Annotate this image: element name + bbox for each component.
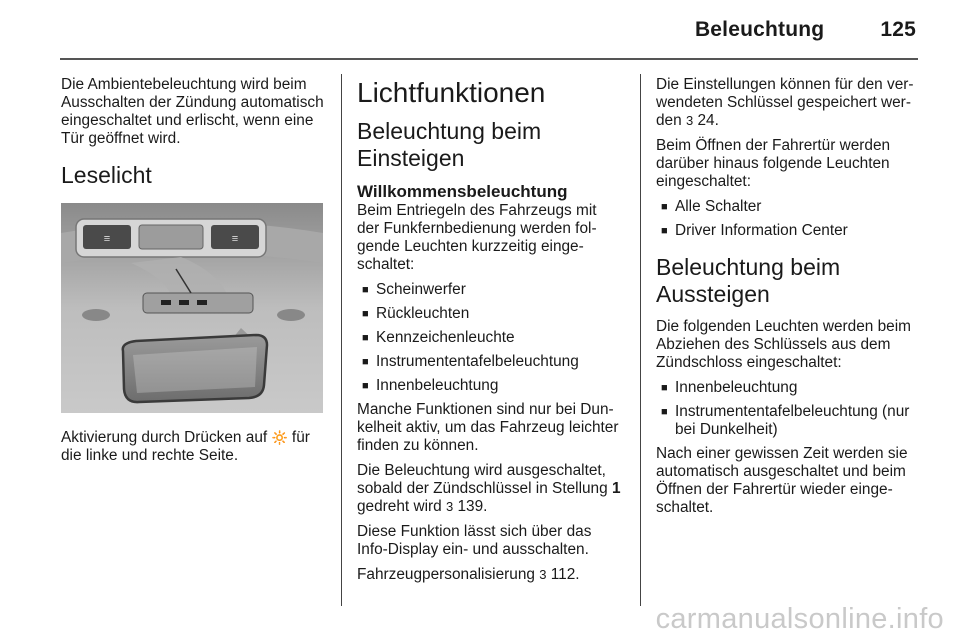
lichtfunktionen-heading: Lichtfunktionen	[357, 77, 546, 108]
auto-off-text: Nach einer gewissen Zeit werden sie automatisch ausgeschaltet und beim Öffnen der Fahrertür wieder eingeschaltet.	[656, 445, 908, 516]
willkommen-heading: Willkommensbeleuchtung	[357, 182, 568, 201]
exit-lights-list	[656, 379, 922, 439]
page-title: Beleuchtung	[694, 18, 825, 41]
watermark: carmanualsonline.info	[655, 603, 944, 635]
ambient-intro-text: Die Ambientebeleuchtung wird beim Ausschalten der Zündung automatisch eingeschaltet und erlischt, wenn eine Tür geöffnet wird.	[61, 76, 324, 147]
list-item: ■ Innenbeleuchtung	[357, 377, 623, 395]
column-divider-2	[640, 74, 641, 606]
list-item: ■ Instrumententafelbeleuchtung	[357, 353, 623, 371]
switch-off-text: Die Beleuchtung wird ausgeschaltet, sobald der Zündschlüssel in Stellung 1 gedreht wird 3 139.	[357, 462, 621, 515]
page-ref-arrow-icon: 3	[685, 113, 694, 128]
welcome-lights-list	[357, 281, 623, 395]
page-header	[695, 18, 916, 42]
column-1	[61, 76, 327, 472]
unlock-text: Beim Entriegeln des Fahrzeugs mit der Funkfernbedienung werden folgende Leuchten kurzzeitig eingeschaltet:	[357, 202, 597, 273]
page-ref-link[interactable]: 139.	[453, 498, 488, 515]
list-item: ■ Alle Schalter	[656, 198, 922, 216]
page-ref-arrow-icon: 3	[445, 499, 454, 514]
key-settings-text: Die Einstellungen können für den verwendeten Schlüssel gespeichert werden 3 24.	[656, 76, 914, 129]
column-divider-1	[341, 74, 342, 606]
svg-text:≡: ≡	[231, 233, 239, 245]
list-item: ■ Instrumententafelbeleuchtung (nur bei Dunkelheit)	[656, 403, 922, 439]
personalisation-ref: Fahrzeugpersonalisierung 3 112.	[357, 566, 580, 583]
header-rule	[60, 58, 918, 60]
reading-light-icon: 🔆	[271, 430, 288, 445]
key-removal-text: Die folgenden Leuchten werden beim Abziehen des Schlüssels aus dem Zündschloss eingeschaltet:	[656, 318, 911, 371]
page-ref-link[interactable]: 24.	[693, 112, 719, 129]
info-display-text: Diese Funktion lässt sich über das Info-Display ein- und ausschalten.	[357, 523, 592, 558]
column-3	[656, 76, 922, 524]
page-ref-link[interactable]: 112.	[546, 566, 580, 583]
aussteigen-heading: Beleuchtung beim Aussteigen	[656, 254, 841, 307]
driver-door-list	[656, 198, 922, 240]
reading-light-caption: Aktivierung durch Drücken auf 🔆 für die linke und rechte Seite.	[61, 429, 310, 464]
leselicht-heading: Leselicht	[61, 162, 152, 188]
page-ref-arrow-icon: 3	[539, 567, 547, 582]
driver-door-text: Beim Öffnen der Fahrertür werden darüber hinaus folgende Leuchten eingeschaltet:	[656, 137, 891, 190]
list-item: ■ Scheinwerfer	[357, 281, 623, 299]
list-item: ■ Innenbeleuchtung	[656, 379, 922, 397]
svg-text:≡: ≡	[103, 233, 111, 245]
darkness-text: Manche Funktionen sind nur bei Dunkelheit aktiv, um das Fahrzeug leichter finden zu können.	[357, 401, 619, 454]
list-item: ■ Driver Information Center	[656, 222, 922, 240]
column-2	[357, 76, 623, 591]
reading-light-photo	[61, 203, 323, 413]
einsteigen-heading: Beleuchtung beim Einsteigen	[357, 118, 542, 171]
list-item: ■ Kennzeichenleuchte	[357, 329, 623, 347]
list-item: ■ Rückleuchten	[357, 305, 623, 323]
page-number: 125	[880, 18, 916, 41]
